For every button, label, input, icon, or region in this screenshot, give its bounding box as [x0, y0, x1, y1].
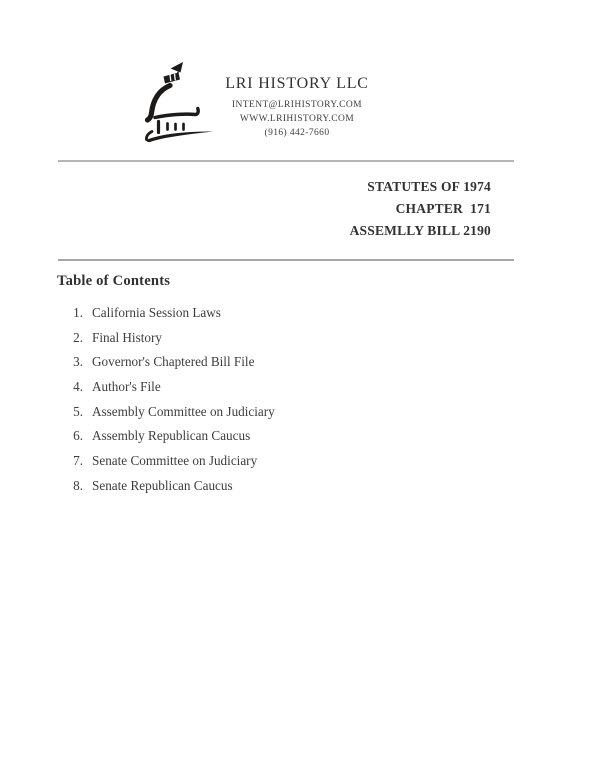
toc-item-label: Senate Republican Caucus — [92, 477, 233, 493]
toc-item-label: Governor's Chaptered Bill File — [92, 354, 255, 370]
toc-item — [57, 306, 517, 320]
toc-title: Table of Contents — [57, 273, 171, 289]
letterhead — [0, 0, 600, 160]
horizontal-rule-bottom — [58, 259, 514, 261]
toc-list — [57, 306, 517, 492]
company-website: WWW.LRIHISTORY.COM — [239, 113, 355, 124]
toc-item-number: 4. — [73, 379, 83, 395]
toc-item-number: 3. — [73, 354, 83, 370]
toc-item-number: 6. — [73, 428, 83, 444]
company-name: LRI HISTORY LLC — [225, 75, 369, 92]
toc-item-number: 8. — [73, 477, 83, 493]
toc-item — [57, 479, 517, 493]
chapter-line: CHAPTER 171 — [395, 200, 491, 216]
toc-item-label: Final History — [92, 329, 162, 345]
company-email: INTENT@LRIHISTORY.COM — [231, 100, 362, 110]
toc-item-number: 2. — [73, 329, 83, 345]
contact-block — [147, 99, 447, 141]
toc-item — [57, 429, 517, 443]
toc-item — [57, 331, 517, 345]
toc-item-number: 5. — [73, 403, 83, 419]
toc-item-label: Assembly Committee on Judiciary — [92, 403, 275, 419]
company-phone: (916) 442-7660 — [264, 127, 330, 138]
toc-item-label: Author's File — [92, 379, 161, 395]
toc-item-number: 7. — [73, 453, 83, 469]
toc-item — [57, 454, 517, 468]
toc-item-label: California Session Laws — [92, 305, 221, 320]
bill-reference — [350, 176, 491, 241]
horizontal-rule-top — [58, 160, 514, 162]
brand-block — [147, 75, 447, 141]
assembly-bill-line: ASSEMLLY BILL 2190 — [349, 222, 491, 238]
toc-item-number: 1. — [73, 305, 83, 320]
table-of-contents — [57, 274, 517, 504]
statutes-line: STATUTES OF 1974 — [367, 179, 491, 194]
toc-item — [57, 405, 517, 419]
toc-item — [57, 380, 517, 394]
toc-item — [57, 355, 517, 369]
toc-item-label: Assembly Republican Caucus — [92, 428, 251, 444]
toc-item-label: Senate Committee on Judiciary — [92, 453, 258, 469]
